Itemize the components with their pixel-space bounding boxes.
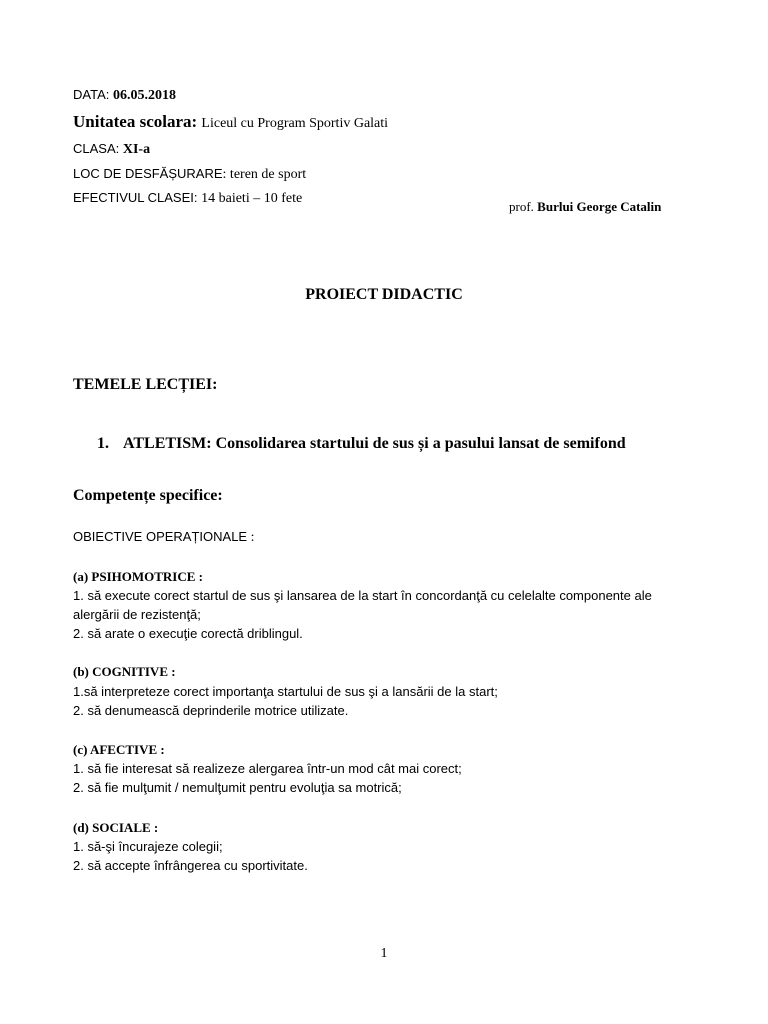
section-c-heading: (c) AFECTIVE : [73, 742, 165, 757]
objectives-heading [73, 529, 255, 547]
section-d-item: 1. să-şi încurajeze colegii; [73, 839, 223, 854]
teacher-name: Burlui George Catalin [537, 199, 662, 214]
section-d-heading: (d) SOCIALE : [73, 820, 159, 835]
teacher-line [509, 199, 661, 215]
section-a-item: 2. să arate o execuţie corectă driblingul. [73, 626, 303, 641]
section-c-item: 1. să fie interesat să realizeze alergarea într-un mod cât mai corect; [73, 761, 462, 776]
class-size-label: EFECTIVUL CLASEI: [73, 190, 202, 205]
class-label: CLASA: [73, 141, 123, 156]
class-line [73, 141, 150, 159]
class-size-value: 14 baieti – 10 fete [201, 191, 303, 206]
location-value: : teren de sport [222, 167, 307, 182]
section-a-item: 1. să execute corect startul de sus şi lansarea de la start în concordanţă cu celelalte componente ale [73, 588, 652, 603]
date-line [73, 87, 176, 105]
location-label: LOC DE DESFĂȘURARE [73, 166, 223, 181]
section-b-heading: (b) COGNITIVE : [73, 664, 176, 679]
section-b-item: 1.să interpreteze corect importanţa startului de sus şi a lansării de la start; [73, 684, 498, 699]
date-value: 06.05.2018 [112, 88, 176, 103]
theme-number: 1. [97, 435, 109, 452]
theme-text: ATLETISM: Consolidarea startului de sus și a pasului lansat de semifond [123, 435, 626, 452]
class-size-line [73, 190, 302, 208]
school-value: Liceul cu Program Sportiv Galati [201, 116, 389, 131]
date-label: DATA: [73, 87, 113, 102]
page-number: 1 [380, 946, 388, 961]
school-line [73, 112, 388, 133]
page-title: PROIECT DIDACTIC [305, 286, 463, 303]
section-d-item: 2. să accepte înfrângerea cu sportivitate. [73, 858, 308, 873]
class-value: XI-a [122, 142, 151, 157]
section-b-item: 2. să denumească deprinderile motrice utilizate. [73, 703, 349, 718]
objectives-colon: : [247, 530, 255, 545]
section-a-item: alergării de rezistenţă; [73, 607, 201, 622]
school-label: Unitatea scolara: [73, 112, 202, 131]
theme-item-1 [97, 434, 626, 453]
themes-heading: TEMELE LECȚIEI: [73, 376, 218, 393]
location-line [73, 166, 306, 184]
section-a-heading: (a) PSIHOMOTRICE : [73, 569, 203, 584]
teacher-label: prof. [509, 199, 538, 214]
competences-heading: Competențe specifice: [73, 487, 223, 504]
section-c-item: 2. să fie mulţumit / nemulţumit pentru evoluţia sa motrică; [73, 780, 402, 795]
objectives-label: OBIECTIVE OPERAȚIONALE [73, 529, 248, 544]
